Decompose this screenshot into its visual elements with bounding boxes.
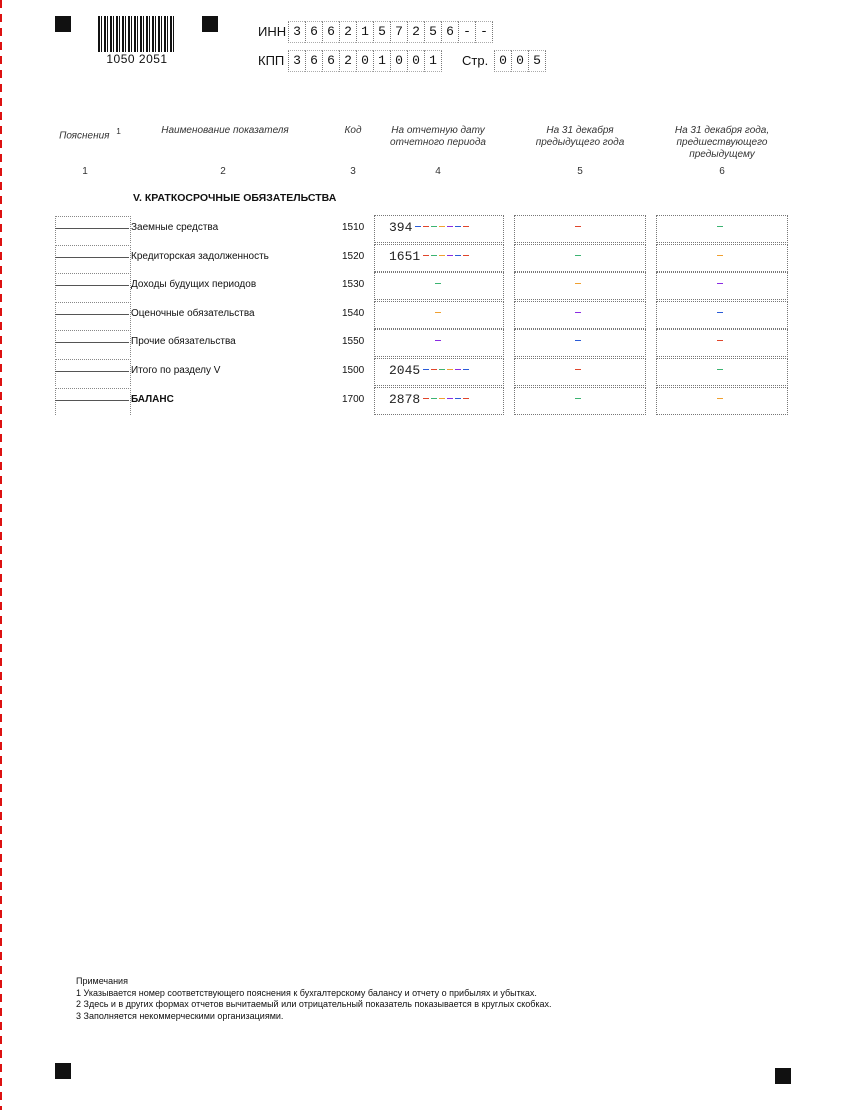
inn-digit-cell: 5 xyxy=(373,21,390,43)
corner-marker-bottom-right xyxy=(775,1068,791,1084)
kpp-digit-cell: 2 xyxy=(339,50,356,72)
row-code: 1510 xyxy=(342,222,365,233)
header-col4: На отчетную дату отчетного периода xyxy=(390,125,486,148)
empty-dash xyxy=(717,312,723,313)
empty-dash xyxy=(575,283,581,284)
value-text: 1651 xyxy=(389,249,421,264)
row-name: БАЛАНС xyxy=(131,394,174,405)
explanation-cell[interactable] xyxy=(55,330,131,357)
page-left-border xyxy=(0,0,2,1110)
value-cell-col6[interactable] xyxy=(656,358,788,386)
row-code: 1540 xyxy=(342,308,365,319)
row-name: Кредиторская задолженность xyxy=(131,251,269,262)
fill-dash xyxy=(447,255,453,256)
fill-dash xyxy=(455,255,461,256)
empty-dash xyxy=(435,340,441,341)
value-cell-col4[interactable] xyxy=(374,272,504,300)
row-name: Заемные средства xyxy=(131,222,219,233)
fill-dash xyxy=(439,398,445,399)
fill-dash xyxy=(463,226,469,227)
fill-dash xyxy=(463,369,469,370)
inn-digit-cell: 5 xyxy=(424,21,441,43)
row-name: Прочие обязательства xyxy=(131,336,236,347)
row-name: Оценочные обязательства xyxy=(131,308,255,319)
kpp-digit-cell: 0 xyxy=(356,50,373,72)
inn-label: ИНН xyxy=(258,24,287,39)
fill-dash xyxy=(455,369,461,370)
col-number-1: 1 xyxy=(82,166,88,177)
kpp-digit-cell: 6 xyxy=(322,50,339,72)
col-number-4: 4 xyxy=(435,166,441,177)
header-code: Код xyxy=(344,125,362,136)
value-cell-col5[interactable] xyxy=(514,387,646,415)
value-cell-col5[interactable] xyxy=(514,358,646,386)
value-cell-col5[interactable] xyxy=(514,301,646,329)
fill-dash xyxy=(439,369,445,370)
fill-dash xyxy=(439,255,445,256)
note-3: 3 Заполняется некоммерческими организациями. xyxy=(76,1010,284,1021)
notes xyxy=(76,976,552,1022)
header-explanations-sup: 1 xyxy=(116,126,121,136)
row-code: 1700 xyxy=(342,394,365,405)
explanation-cell[interactable] xyxy=(55,216,131,243)
inn-digit-cell: 7 xyxy=(390,21,407,43)
col-number-2: 2 xyxy=(220,166,226,177)
explanation-cell[interactable] xyxy=(55,359,131,386)
row-code: 1500 xyxy=(342,365,365,376)
page-digit-cell: 0 xyxy=(494,50,511,72)
corner-marker-top-left xyxy=(55,16,71,32)
row-name: Итого по разделу V xyxy=(131,365,221,376)
value-cell-col4[interactable] xyxy=(374,215,504,243)
value-cell-col6[interactable] xyxy=(656,301,788,329)
fill-dash xyxy=(431,255,437,256)
value-cell-col5[interactable] xyxy=(514,272,646,300)
explanation-line xyxy=(55,228,129,229)
header-col5: На 31 декабря предыдущего года xyxy=(535,125,625,148)
empty-dash xyxy=(717,226,723,227)
col-number-3: 3 xyxy=(350,166,356,177)
table-row xyxy=(0,302,843,330)
fill-dash xyxy=(447,398,453,399)
empty-dash xyxy=(717,369,723,370)
value-text: 2045 xyxy=(389,363,421,378)
value-cell-col5[interactable] xyxy=(514,215,646,243)
kpp-digit-cell: 1 xyxy=(424,50,442,72)
empty-dash xyxy=(435,312,441,313)
value-cell-col6[interactable] xyxy=(656,244,788,272)
table-row xyxy=(0,388,843,416)
header-indicator: Наименование показателя xyxy=(161,125,289,136)
value-cell-col4[interactable] xyxy=(374,329,504,357)
fill-dash xyxy=(423,226,429,227)
value-text: 2878 xyxy=(389,392,421,407)
explanation-line xyxy=(55,257,129,258)
fill-dash xyxy=(431,398,437,399)
value-cell-col4[interactable] xyxy=(374,301,504,329)
page-digit-cell: 0 xyxy=(511,50,528,72)
empty-dash xyxy=(575,340,581,341)
header-col6: На 31 декабря года, предшествующего предыдущему xyxy=(674,125,770,160)
explanation-line xyxy=(55,314,129,315)
section-title: V. КРАТКОСРОЧНЫЕ ОБЯЗАТЕЛЬСТВА xyxy=(133,192,337,204)
fill-dash xyxy=(447,369,453,370)
empty-dash xyxy=(575,398,581,399)
fill-dash xyxy=(415,226,421,227)
fill-dash xyxy=(447,226,453,227)
explanation-line xyxy=(55,371,129,372)
page-label: Стр. xyxy=(462,53,489,68)
row-code: 1550 xyxy=(342,336,365,347)
barcode xyxy=(98,16,174,52)
kpp-digit-cell: 6 xyxy=(305,50,322,72)
kpp-cells xyxy=(288,50,442,72)
kpp-digit-cell: 0 xyxy=(407,50,424,72)
inn-digit-cell: 1 xyxy=(356,21,373,43)
empty-dash xyxy=(435,283,441,284)
fill-dash xyxy=(439,226,445,227)
inn-digit-cell: - xyxy=(458,21,475,43)
barcode-number: 1050 2051 xyxy=(106,52,168,66)
empty-dash xyxy=(575,312,581,313)
row-code: 1520 xyxy=(342,251,365,262)
inn-digit-cell: 6 xyxy=(305,21,322,43)
note-1: 1 Указывается номер соответствующего пояснения к бухгалтерскому балансу и отчету о прибылях и убытках. xyxy=(76,987,537,998)
empty-dash xyxy=(717,283,723,284)
explanation-cell[interactable] xyxy=(55,245,131,272)
empty-dash xyxy=(717,340,723,341)
explanation-cell[interactable] xyxy=(55,388,131,415)
explanation-cell[interactable] xyxy=(55,302,131,329)
header-explanations xyxy=(55,125,125,142)
page-cells xyxy=(494,50,546,72)
inn-digit-cell: 6 xyxy=(322,21,339,43)
kpp-digit-cell: 3 xyxy=(288,50,305,72)
inn-digit-cell: 6 xyxy=(441,21,458,43)
fill-dash xyxy=(423,398,429,399)
empty-dash xyxy=(575,226,581,227)
inn-digit-cell: 3 xyxy=(288,21,305,43)
inn-digit-cell: 2 xyxy=(339,21,356,43)
corner-marker-top-right xyxy=(202,16,218,32)
value-cell-col6[interactable] xyxy=(656,387,788,415)
fill-dash xyxy=(423,255,429,256)
value-cell-col4[interactable] xyxy=(374,244,504,272)
fill-dash xyxy=(463,255,469,256)
table-row xyxy=(0,245,843,273)
inn-cells xyxy=(288,21,493,43)
row-code: 1530 xyxy=(342,279,365,290)
table-row xyxy=(0,359,843,387)
empty-dash xyxy=(575,255,581,256)
fill-dash xyxy=(455,398,461,399)
value-cell-col5[interactable] xyxy=(514,244,646,272)
table-row xyxy=(0,273,843,301)
fill-dash xyxy=(423,369,429,370)
empty-dash xyxy=(717,398,723,399)
kpp-digit-cell: 1 xyxy=(373,50,390,72)
value-cell-col4[interactable] xyxy=(374,358,504,386)
table-row xyxy=(0,330,843,358)
header-explanations-text: Пояснения xyxy=(59,130,110,142)
inn-digit-cell: 2 xyxy=(407,21,424,43)
value-cell-col6[interactable] xyxy=(656,215,788,243)
kpp-digit-cell: 0 xyxy=(390,50,407,72)
value-cell-col6[interactable] xyxy=(656,329,788,357)
notes-title: Примечания xyxy=(76,976,128,986)
fill-dash xyxy=(455,226,461,227)
note-2: 2 Здесь и в других формах отчетов вычитаемый или отрицательный показатель показывается в круглых скобках. xyxy=(76,999,552,1009)
explanation-line xyxy=(55,342,129,343)
explanation-line xyxy=(55,285,129,286)
value-cell-col4[interactable] xyxy=(374,387,504,415)
kpp-label: КПП xyxy=(258,53,285,68)
inn-digit-cell: - xyxy=(475,21,493,43)
explanation-cell[interactable] xyxy=(55,273,131,300)
explanation-line xyxy=(55,400,129,401)
value-text: 394 xyxy=(389,220,413,235)
fill-dash xyxy=(463,398,469,399)
value-cell-col6[interactable] xyxy=(656,272,788,300)
row-name: Доходы будущих периодов xyxy=(131,279,257,290)
page-digit-cell: 5 xyxy=(528,50,546,72)
col-number-6: 6 xyxy=(719,166,725,177)
empty-dash xyxy=(717,255,723,256)
empty-dash xyxy=(575,369,581,370)
corner-marker-bottom-left xyxy=(55,1063,71,1079)
col-number-5: 5 xyxy=(577,166,583,177)
table-row xyxy=(0,216,843,244)
fill-dash xyxy=(431,369,437,370)
fill-dash xyxy=(431,226,437,227)
value-cell-col5[interactable] xyxy=(514,329,646,357)
